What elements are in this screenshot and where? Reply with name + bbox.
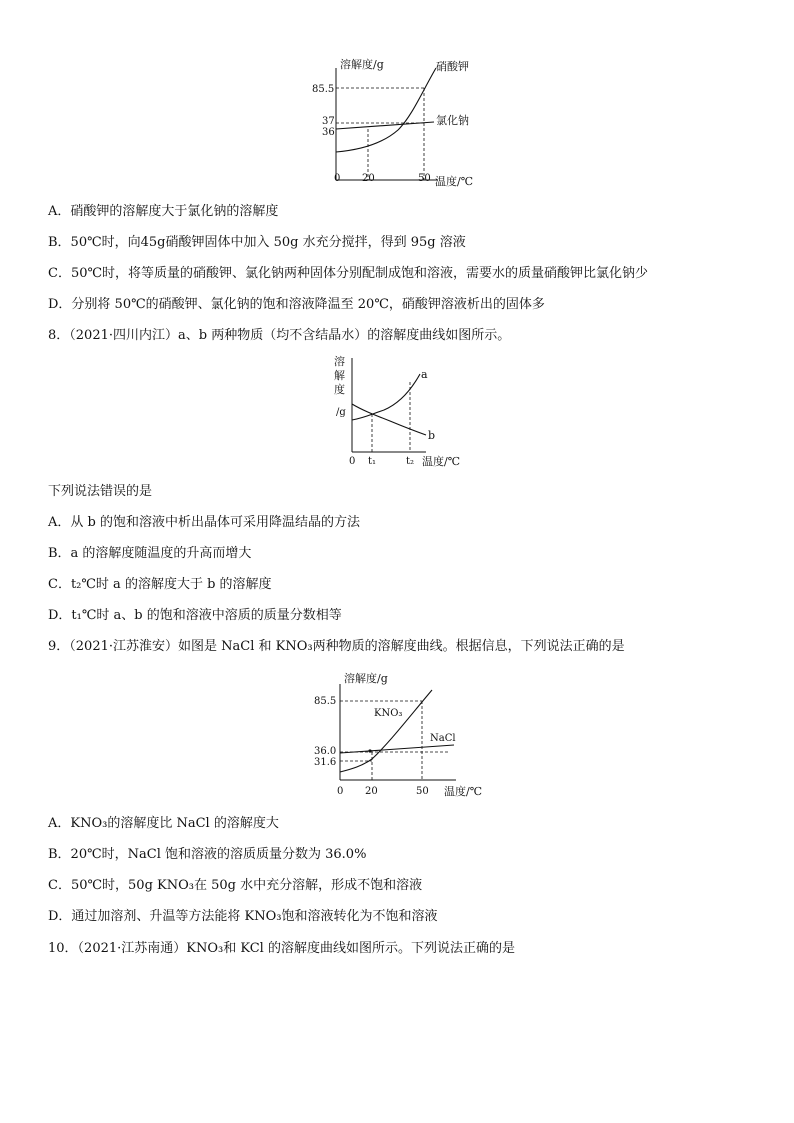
q9-stem: 9．（2021·江苏淮安）如图是 NaCl 和 KNO₃两种物质的溶解度曲线。根据信息，下列说法正确的是 (48, 639, 625, 654)
y-tick-36.0: 36.0 (314, 746, 337, 757)
series-label-a: a (421, 368, 428, 381)
x-tick-label-20: 20 (362, 173, 375, 184)
q7-option-d: D．分别将 50℃的硝酸钾、氯化钠的饱和溶液降温至 20℃，硝酸钾溶液析出的固体多 (48, 297, 545, 312)
x-axis-label: 温度/℃ (422, 455, 461, 468)
series-label-kno3: KNO₃ (374, 708, 403, 719)
x-tick-0: 0 (349, 456, 356, 467)
y-tick-85.5: 85.5 (312, 84, 335, 95)
x-axis-label: 温度/℃ (435, 175, 474, 188)
series-label-nacl: 氯化钠 (436, 114, 469, 127)
q8-prompt: 下列说法错误的是 (48, 484, 153, 499)
y-label-char-2: 解 (334, 369, 345, 382)
curve-b (352, 404, 426, 435)
y-label-char-4: /g (336, 407, 346, 418)
intersection-point (368, 749, 371, 752)
y-tick-36: 36 (322, 127, 335, 138)
q8-option-d: D．t₁℃时 a、b 的饱和溶液中溶质的质量分数相等 (48, 608, 342, 623)
x-tick-label-50: 50 (418, 173, 431, 184)
chart-kno3-nacl-1 (300, 54, 500, 190)
q9-option-c: C．50℃时，50g KNO₃在 50g 水中充分溶解，形成不饱和溶液 (48, 878, 423, 893)
q8-option-c: C．t₂℃时 a 的溶解度大于 b 的溶解度 (48, 577, 272, 592)
chart-kno3-nacl-2 (306, 668, 496, 804)
chart-a-b (330, 352, 470, 470)
q7-option-c: C．50℃时，将等质量的硝酸钾、氯化钠两种固体分别配制成饱和溶液，需要水的质量硝酸钾比氯化钠少 (48, 266, 649, 281)
y-axis-label: 溶解度/g (344, 672, 388, 685)
q8-stem: 8．（2021·四川内江）a、b 两种物质（均不含结晶水）的溶解度曲线如图所示。 (48, 328, 511, 343)
q9-option-b: B．20℃时，NaCl 饱和溶液的溶质质量分数为 36.0% (48, 847, 367, 862)
x-tick-50: 50 (416, 786, 429, 797)
x-tick-20: 20 (365, 786, 378, 797)
y-label-char-1: 溶 (334, 355, 345, 368)
x-tick-0: 0 (337, 786, 344, 797)
kno3-curve (336, 68, 436, 152)
series-label-nacl: NaCl (430, 733, 456, 744)
q8-option-b: B．a 的溶解度随温度的升高而增大 (48, 546, 252, 561)
x-tick-label-0: 0 (334, 173, 341, 184)
q9-option-a: A．KNO₃的溶解度比 NaCl 的溶解度大 (48, 816, 279, 831)
nacl-curve (336, 122, 434, 129)
x-axis-label: 温度/℃ (444, 785, 483, 798)
series-label-kno3: 硝酸钾 (436, 60, 469, 73)
y-axis-label: 溶解度/g (340, 58, 384, 71)
x-tick-t1: t₁ (368, 456, 377, 467)
y-label-char-3: 度 (334, 383, 345, 396)
q8-option-a: A．从 b 的饱和溶液中析出晶体可采用降温结晶的方法 (48, 515, 360, 530)
series-label-b: b (428, 429, 436, 442)
kno3-curve (340, 690, 432, 772)
y-tick-31.6: 31.6 (314, 757, 337, 768)
q7-option-b: B．50℃时，向45g硝酸钾固体中加入 50g 水充分搅拌，得到 95g 溶液 (48, 235, 466, 250)
y-tick-37: 37 (322, 116, 335, 127)
y-tick-85.5: 85.5 (314, 696, 337, 707)
q7-option-a: A．硝酸钾的溶解度大于氯化钠的溶解度 (48, 204, 279, 219)
q10-stem: 10．（2021·江苏南通）KNO₃和 KCl 的溶解度曲线如图所示。下列说法正确的是 (48, 941, 515, 956)
x-tick-t2: t₂ (406, 456, 415, 467)
q9-option-d: D．通过加溶剂、升温等方法能将 KNO₃饱和溶液转化为不饱和溶液 (48, 909, 438, 924)
